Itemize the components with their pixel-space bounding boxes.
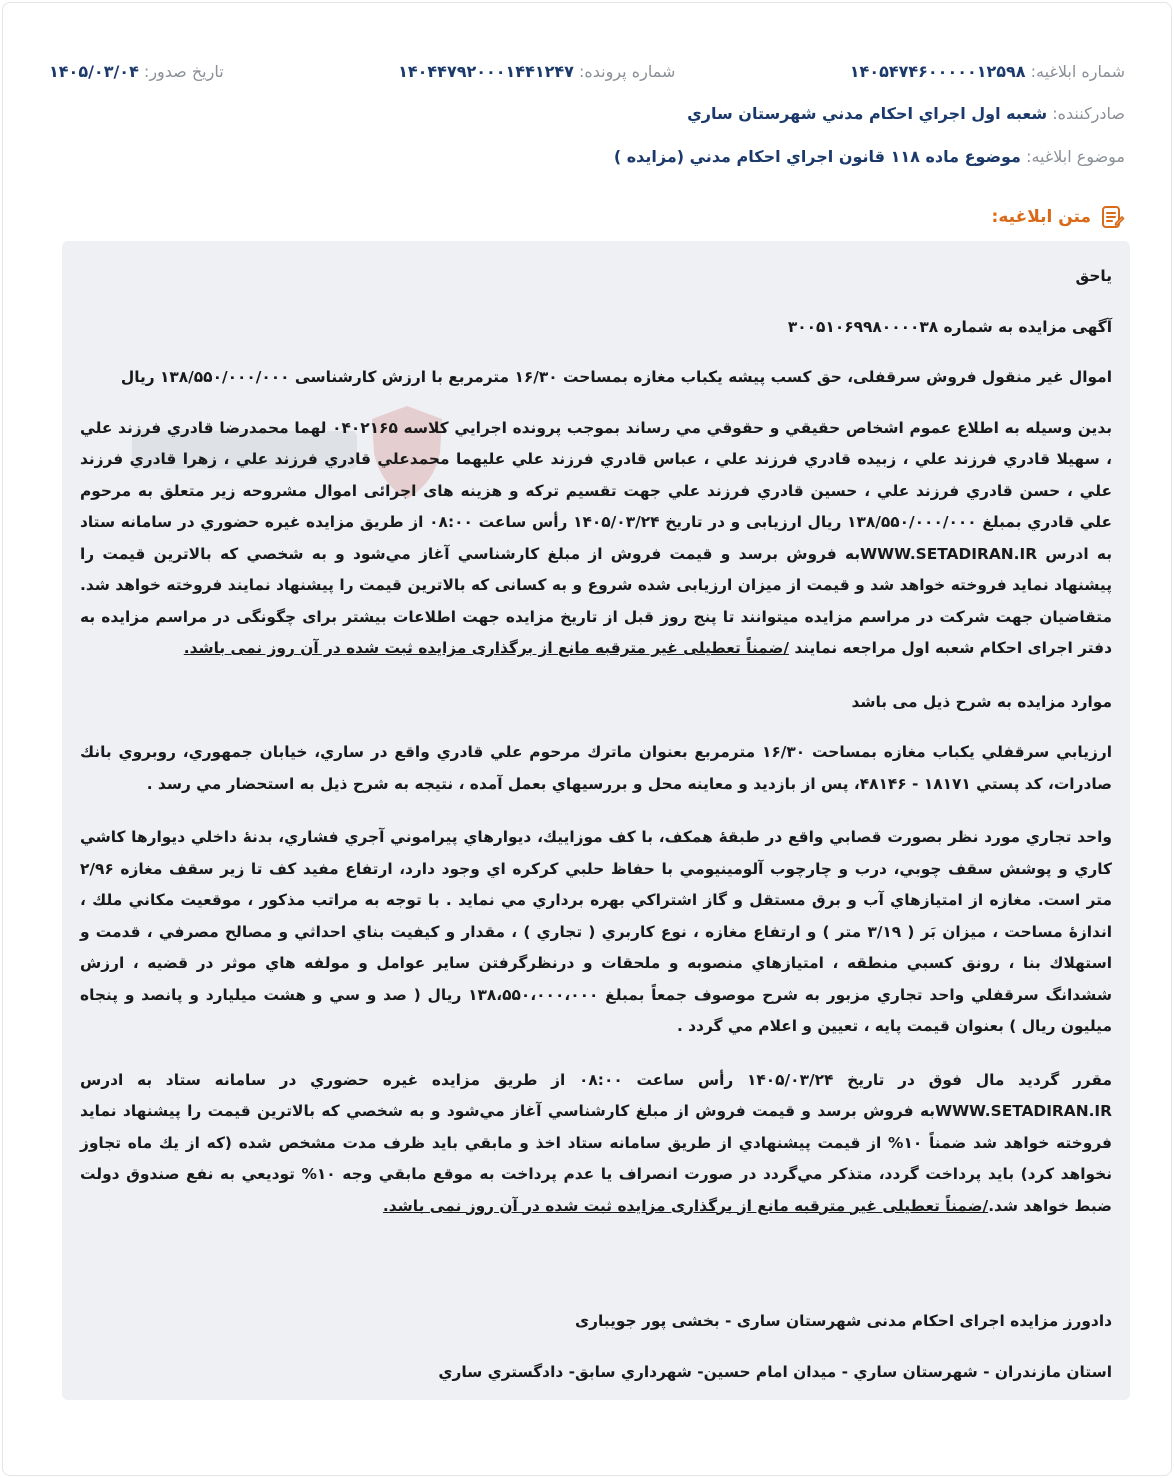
subject-label: موضوع ابلاغیه: [1026, 147, 1125, 166]
paragraph-appraisal: ارزيابي سرقفلي يكباب مغازه بمساحت ۱۶/۳۰ مترمربع بعنوان ماترك مرحوم علي قادري واقع در ساري، خيابان جمهوري، روبروي بانك صادرات، كد پستي ۱۸۱۷۱ - ۴۸۱۴۶، پس از بازديد و معاينه محل و بررسيهاي بعمل آمده ، نتيجه به شرح ذيل به استحضار مي رسد . [80, 743, 1112, 793]
issue-date-value: ۱۴۰۵/۰۳/۰۴ [49, 62, 139, 81]
paragraph-announcement-text: بدين وسيله به اطلاع عموم اشخاص حقيقي و حقوقي مي رساند بموجب پرونده اجرايي كلاسه ۰۴۰۲۱۶۵ لهما محمدرضا قادري فرزند علي ، سهيلا قادري فرزند علي ، زبيده قادري فرزند علي ، عباس قادري فرزند علي عليهما محمدعلي قادري فرزند علي ، زهرا قادري فرزند علي ، حسن قادري فرزند علي ، حسين قادري فرزند علي جهت تقسیم ترکه و هزینه های اجرائی اموال مشروحه زير متعلق به مرحوم علي قادري بمبلغ ۱۳۸/۵۵۰/۰۰۰/۰۰۰ ریال ارزیابی و در تاريخ ۱۴۰۵/۰۳/۲۴ رأس ساعت ۰۸:۰۰ از طريق مزايده غيره حضوري در سامانه ستاد به ادرس WWW.SETADIRAN.IRبه فروش برسد و قيمت فروش از مبلغ كارشناسي آغاز مي‌شود و به شخصي كه بالاترين قيمت را پيشنهاد نمايد فروخته خواهد شد و قیمت از میزان ارزیابی شده شروع و به کسانی که بالاترین قیمت را پیشنهاد نمایند فروخته خواهد شد. متقاضیان جهت شرکت در مراسم مزایده میتوانند تا پنج روز قبل از تاریخ مزایده جهت اطلاعات بیشتر برای چگونگی در مراسم مزایده به دفتر اجرای احکام شعبه اول مراجعه نمایند [80, 418, 1113, 657]
section-title [992, 204, 1125, 230]
holiday-note-2: /ضمناً تعطیلی غیر مترقبه مانع از برگذاری مزایده ثبت شده در آن روز نمی باشد. [382, 1196, 989, 1215]
notice-card [2, 2, 1172, 1476]
spacer [80, 1244, 1112, 1306]
notice-number-label: شماره ابلاغیه: [1030, 62, 1125, 81]
property-line: اموال غیر منقول فروش سرقفلی، حق کسب پیشه یکباب مغازه بمساحت ۱۶/۳۰ مترمربع با ارزش کارشناسی ۱۳۸/۵۵۰/۰۰۰/۰۰۰ ریال [120, 368, 1112, 386]
issue-date-label: تاریخ صدور: [143, 62, 224, 81]
case-number-label: شماره پرونده: [578, 62, 676, 81]
notice-body [62, 241, 1130, 1400]
paragraph-terms [80, 1065, 1112, 1223]
case-number-value: ۱۴۰۴۴۷۹۲۰۰۰۱۴۴۱۲۴۷ [398, 62, 574, 81]
signer: دادورز مزایده اجرای احکام مدنی شهرستان ساری - بخشی پور جویباری [575, 1312, 1112, 1330]
address: استان مازندران - شهرستان ساري - ميدان امام حسين- شهرداري سابق- دادگستري ساري [438, 1362, 1112, 1381]
subject-row [614, 145, 1125, 169]
paragraph-announcement [80, 413, 1112, 665]
subject-value: موضوع ماده ۱۱۸ قانون اجراي احكام مدني (مزايده ) [613, 147, 1021, 166]
holiday-note: /ضمناً تعطیلی غیر مترقبه مانع از برگذاری مزایده ثبت شده در آن روز نمی باشد. [183, 639, 789, 657]
document-text-icon [1099, 204, 1125, 230]
paragraph-description: واحد تجاري مورد نظر بصورت قصابي واقع در طبقهٔ همكف، با كف موزاييك، ديوارهاي پيراموني آجري فشاري، بدنهٔ داخلي ديوارها كاشي كاري و پوشش سقف چوبي، درب و چارچوب آلومينيومي با حفاظ حلبي كركره اي وجود دارد، ارتفاع مفيد كف تا زير سقف مغازه ۲/۹۶ متر است. مغازه از امتيازهاي آب و برق مستقل و گاز اشتراكي بهره برداري مي نمايد . با توجه به مراتب مذكور ، موقعيت مكاني ملك ، اندازهٔ مساحت ، ميزان بَر ( ۳/۱۹ متر ) و ارتفاع مغازه ، نوع كاربري ( تجاري ) ، مقدار و كيفيت بناي احداثي و مصالح مصرفي ، قدمت و استهلاك بنا ، رونق كسبي منطقه ، امتيازهاي منصوبه و ملحقات و درنظرگرفتن ساير عوامل و مولفه هاي موثر در قضيه ، ارزش ششدانگ سرقفلي واحد تجاري مزبور به شرح موصوف جمعاً بمبلغ ۱۳۸،۵۵۰،۰۰۰،۰۰۰ ريال ( صد و سي و هشت ميليارد و پانصد و پنجاه ميليون ريال ) بعنوان قيمت پايه ، تعيين و اعلام مي گردد . [80, 828, 1113, 1035]
issuer-value: شعبه اول اجراي احكام مدني شهرستان ساري [687, 104, 1048, 123]
greeting: ياحق [1075, 267, 1112, 285]
section-title-text: متن ابلاغیه: [991, 207, 1091, 227]
issuer-label: صادرکننده: [1052, 104, 1125, 123]
ad-number: آگهی مزایده به شماره ۳۰۰۵۱۰۶۹۹۸۰۰۰۰۳۸ [787, 317, 1112, 336]
paragraph-terms-text: مقرر گرديد مال فوق در تاريخ ۱۴۰۵/۰۳/۲۴ رأس ساعت ۰۸:۰۰ از طريق مزايده غيره حضوري در سامانه ستاد به ادرس WWW.SETADIRAN.IRبه فروش برسد و قيمت فروش از مبلغ كارشناسي آغاز مي‌شود و به شخصي كه بالاترين قيمت را پيشنهاد نمايد فروخته خواهد شد ضمناً ۱۰% از قيمت پيشنهادي از طريق سامانه ستاد اخذ و مابقي بايد ظرف مدت مشخص شده (كه از يك ماه تجاوز نخواهد كرد) بايد پرداخت گردد، متذكر مي‌گردد در صورت انصراف يا عدم پرداخت به موقع مابقي وجه ۱۰% توديعي به نفع صندوق دولت ضبط خواهد شد. [80, 1070, 1112, 1215]
case-number [398, 60, 675, 84]
header-row-numbers [49, 60, 1125, 84]
issuer-row [687, 102, 1125, 126]
notice-number-value: ۱۴۰۵۴۷۴۶۰۰۰۰۰۱۲۵۹۸ [849, 62, 1026, 81]
items-heading: موارد مزایده به شرح ذیل می باشد [851, 692, 1112, 711]
issue-date [49, 60, 224, 84]
notice-number [850, 60, 1125, 84]
